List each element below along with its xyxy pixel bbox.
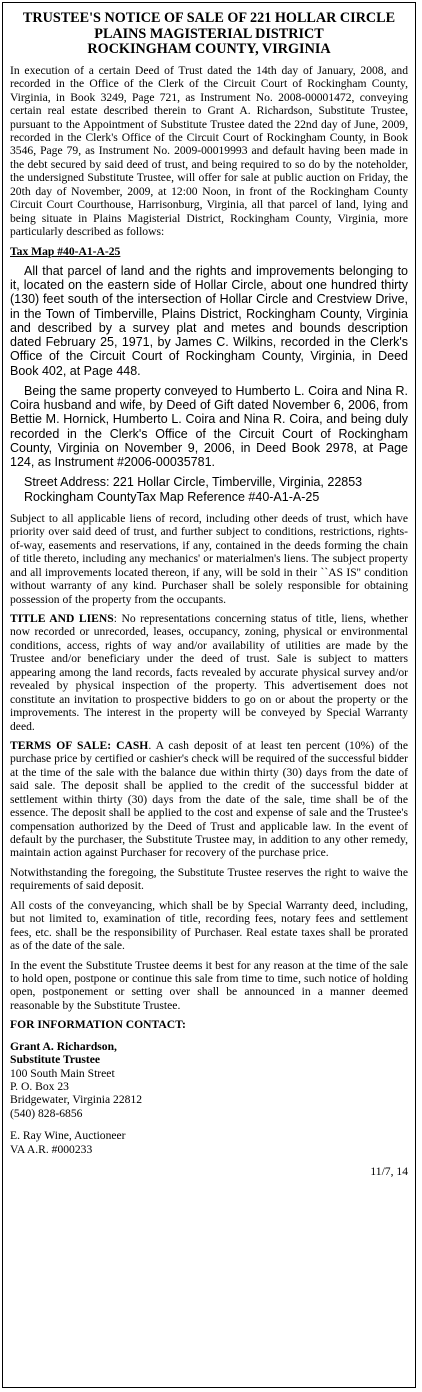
tax-map-heading: Tax Map #40-A1-A-25 bbox=[10, 244, 121, 258]
liens-paragraph: Subject to all applicable liens of record, including other deeds of trust, which have priority over said deed of trust, and further subject to conditions, restrictions, rights-of-way, easements and reservations, if any, contained in the deeds forming the chain of title thereto, including any mechanics' or materialmen's liens. The subject property and all improvements located thereon, if any, will be sold in their ``AS IS'' condition without warranty of any kind. Purchaser shall be solely responsible for obtaining possession of the property from the occupants. bbox=[10, 511, 408, 606]
address-block bbox=[10, 475, 408, 504]
contact-phone: (540) 828-6856 bbox=[10, 1106, 83, 1120]
contact-heading-colon: : bbox=[181, 1018, 186, 1032]
contact-city: Bridgewater, Virginia 22812 bbox=[10, 1093, 143, 1107]
notice-title bbox=[10, 11, 408, 58]
tax-map-reference: Rockingham CountyTax Map Reference #40-A1-A-25 bbox=[24, 489, 320, 504]
description-paragraph-2: Being the same property conveyed to Humberto L. Coira and Nina R. Coira husband and wife, by Deed of Gift dated November 6, 2006, from Bettie M. Hornick, Humberto L. Coira and Nina R. Coira, and being duly recorded in the Clerk's Office of the Circuit Court of Rockingham County, Virginia on November 9, 2006, in Deed Book 2978, at Page 124, as Instrument #2006-00035781. bbox=[10, 383, 408, 470]
property-description bbox=[10, 264, 408, 504]
title-and-liens-label: TITLE AND LIENS bbox=[10, 612, 114, 626]
description-paragraph-1: All that parcel of land and the rights and improvements belonging to it, located on the eastern side of Hollar Circle, about one hundred thirty (130) feet south of the intersection of Hollar Circle and Crestview Drive, in the Town of Timberville, Plains District, Rockingham County, Virginia and described by a survey plat and metes and bounds description dated February 25, 1971, by James C. Wilkins, recorded in the Clerk's Office of the Circuit Court of Rockingham County, Virginia, in Deed Book 402, at Page 448. bbox=[10, 263, 408, 378]
street-address: Street Address: 221 Hollar Circle, Timberville, Virginia, 22853 bbox=[24, 475, 363, 490]
title-and-liens-paragraph bbox=[10, 612, 408, 733]
intro-paragraph: In execution of a certain Deed of Trust dated the 14th day of January, 2008, and recorded in the Office of the Clerk of the Circuit Court of Rockingham County, Virginia, in Book 3249, Page 721, as Instrument No. 2008-00001472, conveying certain real estate described therein to Grant A. Richardson, Substitute Trustee, pursuant to the Appointment of Substitute Trustee dated the 22nd day of June, 2009, recorded in the Clerk's Office of the Circuit Court of Rockingham County, in Book 3546, Page 79, as Instrument No. 2009-00019993 and default having been made in the debt secured by said deed of trust, and being required to so do by the noteholder, the undersigned Substitute Trustee, will offer for sale at public auction on Friday, the 20th day of November, 2009, at 12:00 Noon, in front of the Rockingham County Circuit Court Courthouse, Harrisonburg, Virginia, all that parcel of land, lying and being situate in Plains Magisterial District, Rockingham County, Virginia, more particularly described as follows: bbox=[10, 63, 408, 239]
auctioneer-name: E. Ray Wine, Auctioneer bbox=[10, 1129, 126, 1143]
waiver-paragraph: Notwithstanding the foregoing, the Substitute Trustee reserves the right to waive the requirements of said deposit. bbox=[10, 865, 408, 893]
terms-of-sale-label: TERMS OF SALE: CASH bbox=[10, 738, 149, 752]
legal-notice bbox=[2, 2, 416, 1388]
contact-heading bbox=[10, 1018, 408, 1031]
costs-paragraph: All costs of the conveyancing, which shall be by Special Warranty deed, including, but not limited to, examination of title, recording fees, notary fees and settlement fees, etc. shall be the responsibility of Purchaser. Real estate taxes shall be prorated as of the date of the sale. bbox=[10, 898, 408, 953]
title-and-liens-text: : No representations concerning status of title, liens, whether now recorded or unrecorded, leases, occupancy, zoning, physical or environmental conditions, access, rights of way and/or availability of utilities are made by the Trustee and/or beneficiary under the deed of trust. Sale is subject to matters appearing among the land records, facts revealed by accurate physical survey and/or revealed by physical inspection of the property. This advertisement does not constitute an invitation to prospective bidders to go on or about the property or the improvements. The interest in the property will be conveyed by Special Warranty deed. bbox=[10, 612, 408, 733]
contact-heading-text: FOR INFORMATION CONTACT bbox=[10, 1018, 182, 1032]
trustee-role: Substitute Trustee bbox=[10, 1053, 101, 1067]
postpone-paragraph: In the event the Substitute Trustee deems it best for any reason at the time of the sale to hold open, postpone or continue this sale from time to time, such notice of holding open, postponement or setting over shall be announced in a manner deemed reasonable by the Substitute Trustee. bbox=[10, 958, 408, 1012]
publication-dateline: 11/7, 14 bbox=[370, 1165, 408, 1179]
contact-spacer bbox=[10, 1120, 408, 1129]
contact-block bbox=[10, 1040, 408, 1157]
trustee-name: Grant A. Richardson, bbox=[10, 1039, 117, 1053]
terms-of-sale-paragraph bbox=[10, 739, 408, 860]
auctioneer-license: VA A.R. #000233 bbox=[10, 1142, 93, 1156]
terms-of-sale-text: . A cash deposit of at least ten percent (10%) of the purchase price by certified or cashier's check will be required of the successful bidder at the time of the sale with the balance due within thirty (30) days from the date of said sale. The deposit shall be applied to the credit of the successful bidder at settlement within thirty (30) days from the date of the sale, time shall be of the essence. The deposit shall be applied to the cost and expense of sale and the Trustee's compensation authorized by the Deed of Trust and applicable law. In the event of default by the purchaser, the Substitute Trustee may, in addition to any other remedy, maintain action against Purchaser for recovery of the purchase price. bbox=[10, 738, 408, 860]
title-line-1: TRUSTEE'S NOTICE OF SALE OF 221 HOLLAR CIRCLE bbox=[22, 10, 396, 26]
title-line-2: PLAINS MAGISTERIAL DISTRICT bbox=[94, 25, 324, 42]
contact-po-box: P. O. Box 23 bbox=[10, 1080, 69, 1094]
title-line-3: ROCKINGHAM COUNTY, VIRGINIA bbox=[87, 41, 331, 58]
contact-street: 100 South Main Street bbox=[10, 1066, 115, 1080]
